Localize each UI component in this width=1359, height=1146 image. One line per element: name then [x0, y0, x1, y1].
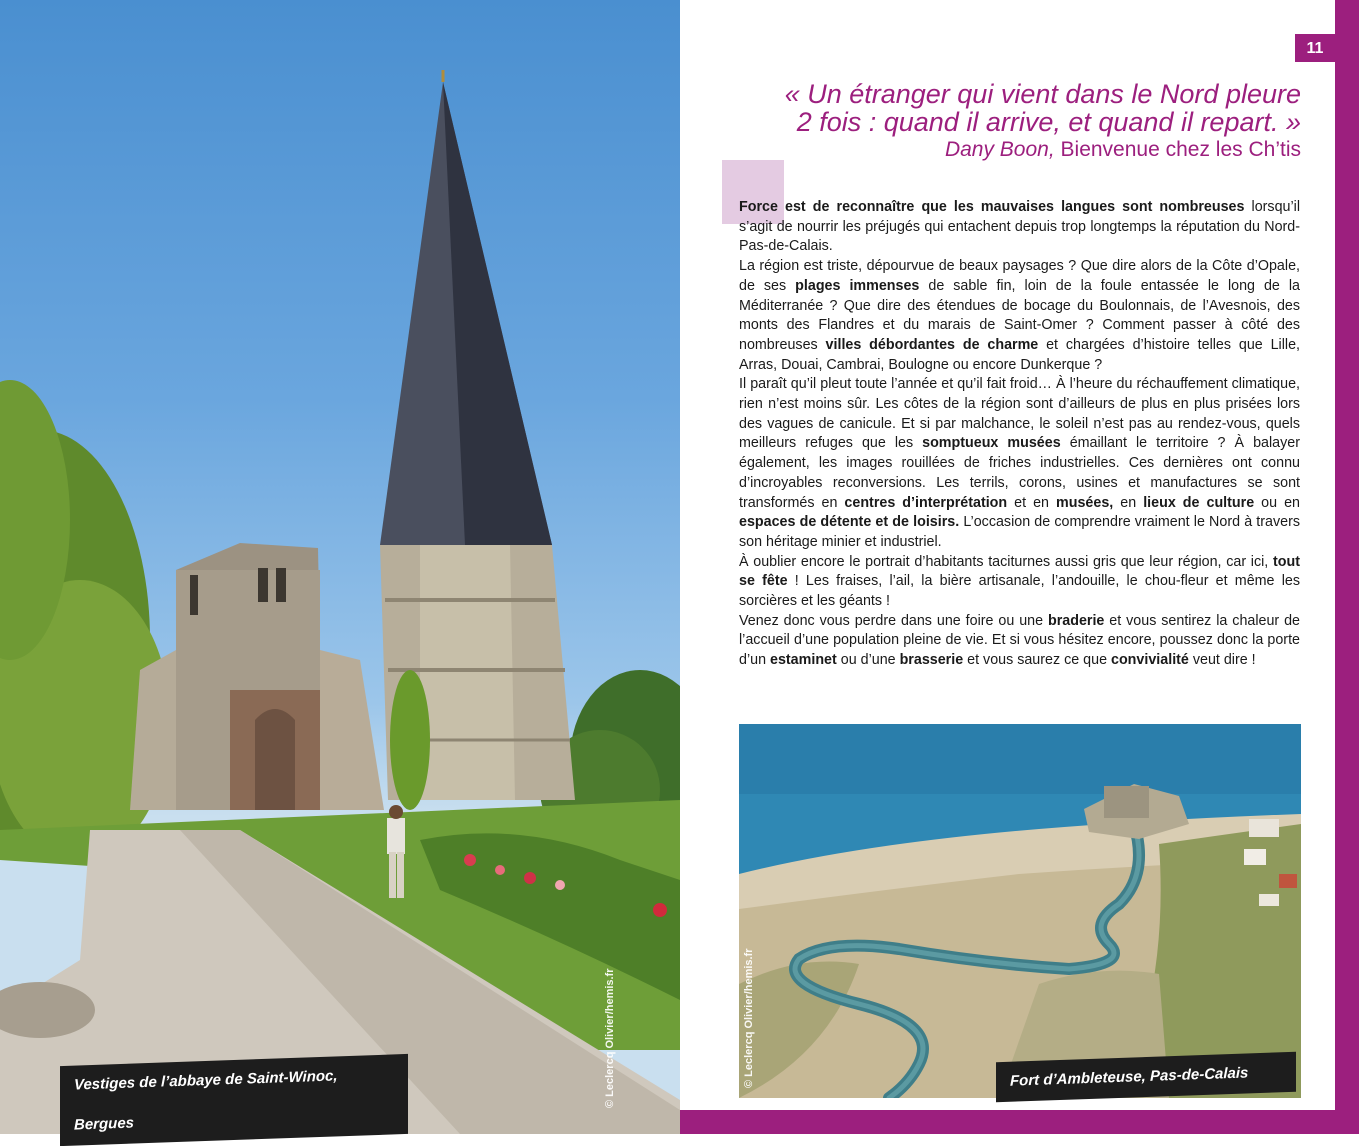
paragraph-3 — [739, 375, 1300, 552]
bold-phrase: espaces de détente et de loisirs. — [739, 514, 960, 531]
page-border-right — [1335, 0, 1359, 1134]
text-run: À oublier encore le portrait d’habitants taciturnes aussi gris que leur région, car ici, — [739, 553, 1273, 570]
text-run: et en — [1007, 494, 1057, 511]
text-run: L’occasion de comprendre vraiment le Nord à travers son héritage minier et industriel. — [739, 514, 1300, 550]
text-run: ou d’une — [836, 652, 900, 669]
text-run: Venez donc vous perdre dans une foire ou une — [739, 612, 1048, 629]
bold-phrase: braderie — [1047, 612, 1105, 629]
bold-phrase: somptueux musées — [922, 435, 1061, 452]
bold-phrase: centres d’interprétation — [844, 494, 1008, 511]
paragraph-2 — [739, 257, 1300, 375]
photo-credit-right: © Leclercq Olivier/hemis.fr — [743, 948, 755, 1088]
bold-phrase: estaminet — [770, 652, 837, 669]
paragraph-5 — [739, 612, 1300, 671]
text-run: Il paraît qu’il pleut toute l’année et qu’il fait froid… À l’heure du réchauffement climatique, rien n’est moins sûr. Les côtes de la région sont d’ailleurs de plus en plus prisées lors des vagues de canicule. Et si par malchance, le soleil n’est pas au rendez-vous, quels meilleurs refuges que les — [739, 376, 1300, 452]
paragraph-1 — [739, 198, 1300, 257]
text-run: ou en — [1254, 494, 1301, 511]
text-run: et chargées d’histoire telles que Lille, Arras, Douai, Cambrai, Boulogne ou encore Dunkerque ? — [739, 336, 1301, 373]
text-run: lorsqu’il s’agit de nourrir les préjugés qui entachent depuis trop longtemps la réputation du Nord-Pas-de-Calais. — [739, 199, 1300, 255]
abbey-photo — [0, 0, 680, 1134]
photo-caption-right: Fort d’Ambleteuse, Pas-de-Calais — [996, 1052, 1296, 1102]
bold-phrase: Force est de reconnaître que les mauvaises langues sont nombreuses — [739, 199, 1245, 215]
epigraph-quote — [741, 80, 1301, 136]
text-run: La région est triste, dépourvue de beaux paysages ? Que dire alors de la Côte d’Opale, de ses — [739, 258, 1300, 294]
bold-phrase: tout se fête — [739, 553, 1300, 590]
quote-attribution — [945, 138, 1301, 162]
text-run: émaillant le territoire ? À balayer également, les images rouillées de friches industrielles. Ces dernières ont connu d’incroyables reconversions. Les terrils, corons, usines et manufactures se sont transformés en — [739, 435, 1300, 511]
text-run: et vous sentirez la chaleur de l’accueil d’une population pleine de vie. Et si vous hésitez encore, poussez donc la porte d’un — [739, 612, 1301, 669]
text-run: ! Les fraises, l’ail, la bière artisanale, l’andouille, le chou-fleur et même les sorcières et les géants ! — [739, 573, 1300, 610]
bold-phrase: villes débordantes de charme — [825, 336, 1039, 353]
abbey-illustration — [0, 0, 680, 1134]
quote-line-1: « Un étranger qui vient dans le Nord pleure — [784, 79, 1301, 109]
bold-phrase: brasserie — [899, 652, 964, 669]
photo-credit-left: © Leclercq Olivier/hemis.fr — [604, 968, 616, 1108]
paragraph-4 — [739, 553, 1300, 612]
body-text — [739, 198, 1300, 671]
text-run: en — [1113, 494, 1144, 511]
fort-illustration — [739, 724, 1301, 1098]
quote-line-2: 2 fois : quand il arrive, et quand il repart. » — [796, 107, 1301, 137]
quote-author: Dany Boon, — [944, 138, 1055, 161]
bold-phrase: musées, — [1056, 494, 1114, 511]
text-run: et vous saurez ce que — [963, 652, 1111, 669]
fort-photo — [739, 724, 1301, 1098]
text-run: veut dire ! — [1188, 652, 1256, 669]
quote-source: Bienvenue chez les Ch’tis — [1060, 138, 1301, 161]
bold-phrase: lieux de culture — [1143, 494, 1255, 511]
page-number: 11 — [1295, 34, 1335, 62]
bold-phrase: plages immenses — [795, 277, 920, 294]
page-border-bottom — [680, 1110, 1359, 1134]
text-run: de sable fin, loin de la foule entassée le long de la Méditerranée ? Que dire des étendues de bocage du Boulonnais, de l’Avesnois, des monts des Flandres et du marais de Saint-Omer ? Comment passer à côté des nombreuses — [739, 277, 1300, 353]
photo-caption-left: Vestiges de l’abbaye de Saint-Winoc, Bergues — [60, 1054, 408, 1146]
bold-phrase: convivialité — [1111, 652, 1189, 669]
